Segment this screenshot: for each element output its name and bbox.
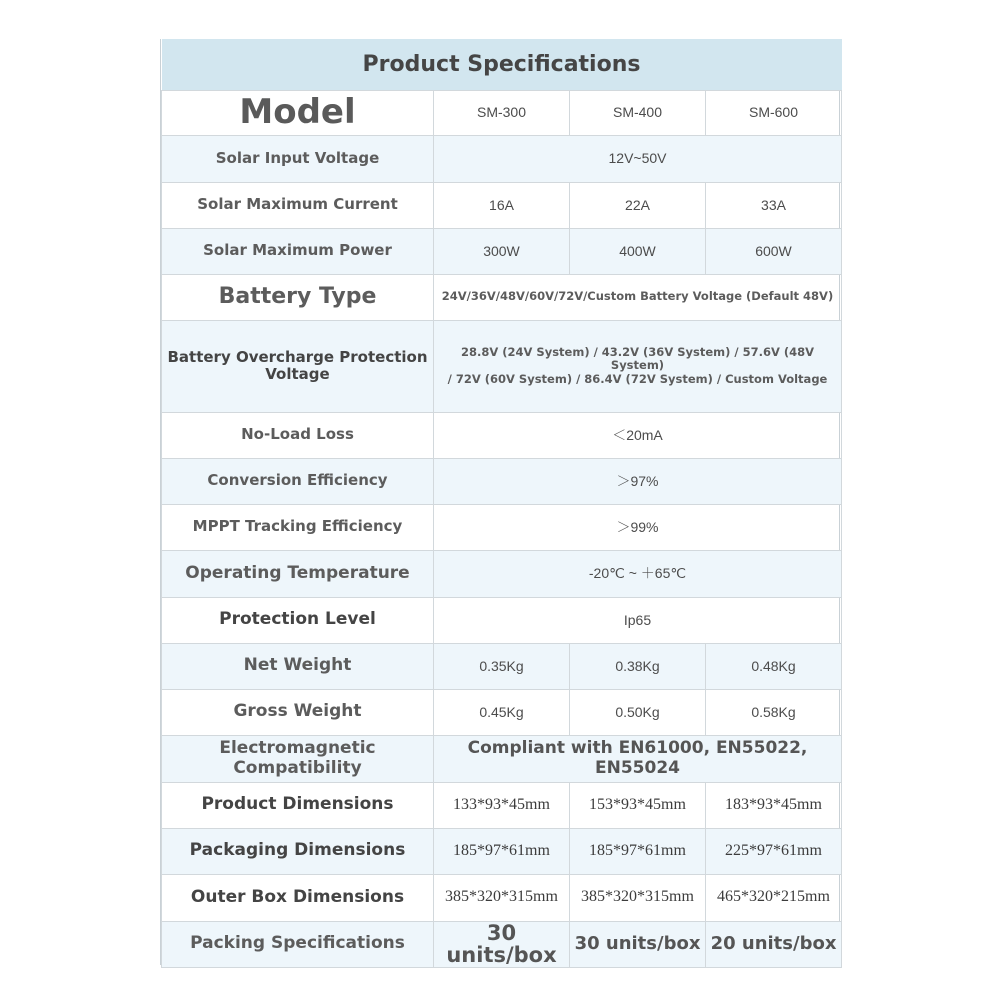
model-value-1: SM-300 <box>434 90 570 135</box>
row-battery-type <box>162 274 842 320</box>
packaging-dimensions-value-1: 185*97*61mm <box>434 828 570 874</box>
row-packing-specifications <box>162 921 842 967</box>
row-mppt-efficiency <box>162 504 842 550</box>
outer-box-dimensions-value-3: 465*320*215mm <box>706 874 842 921</box>
gross-weight-value-1: 0.45Kg <box>434 689 570 735</box>
solar-max-power-value-3: 600W <box>706 228 842 274</box>
packing-specifications-value-1 <box>434 921 570 967</box>
model-label: Model <box>162 90 434 135</box>
product-dimensions-value-1: 133*93*45mm <box>434 782 570 828</box>
row-gross-weight <box>162 689 842 735</box>
row-emc <box>162 735 842 782</box>
net-weight-label: Net Weight <box>162 643 434 689</box>
emc-label <box>162 735 434 782</box>
net-weight-value-2: 0.38Kg <box>570 643 706 689</box>
table-title: Product Specifications <box>162 39 842 90</box>
protection-level-label: Protection Level <box>162 597 434 643</box>
conversion-efficiency-label: Conversion Efficiency <box>162 458 434 504</box>
battery-type-label: Battery Type <box>162 274 434 320</box>
packaging-dimensions-value-2: 185*97*61mm <box>570 828 706 874</box>
packing-specifications-value-1-line1: 30 <box>486 921 517 945</box>
product-dimensions-value-3: 183*93*45mm <box>706 782 842 828</box>
packaging-dimensions-label: Packaging Dimensions <box>162 828 434 874</box>
solar-max-current-label: Solar Maximum Current <box>162 182 434 228</box>
battery-overcharge-value-line1: 28.8V (24V System) / 43.2V (36V System) / 57.6V (48V System) <box>460 345 815 373</box>
gross-weight-value-2: 0.50Kg <box>570 689 706 735</box>
product-specifications-table <box>160 39 840 965</box>
emc-label-line2: Compatibility <box>233 757 362 778</box>
no-load-loss-value: ＜20mA <box>434 412 842 458</box>
title-row <box>162 39 842 90</box>
row-product-dimensions <box>162 782 842 828</box>
protection-level-value: Ip65 <box>434 597 842 643</box>
outer-box-dimensions-value-1: 385*320*315mm <box>434 874 570 921</box>
packing-specifications-value-3: 20 units/box <box>706 921 842 967</box>
packaging-dimensions-value-3: 225*97*61mm <box>706 828 842 874</box>
solar-max-current-value-2: 22A <box>570 182 706 228</box>
battery-overcharge-value-line2: / 72V (60V System) / 86.4V (72V System) / Custom Voltage <box>447 371 828 386</box>
product-dimensions-label: Product Dimensions <box>162 782 434 828</box>
packing-specifications-value-2: 30 units/box <box>570 921 706 967</box>
solar-input-voltage-value: 12V~50V <box>434 135 842 182</box>
outer-box-dimensions-value-2: 385*320*315mm <box>570 874 706 921</box>
solar-max-power-value-2: 400W <box>570 228 706 274</box>
row-battery-overcharge <box>162 320 842 412</box>
packing-specifications-value-1-line2: units/box <box>446 943 557 967</box>
operating-temperature-value: -20℃ ~ ＋65℃ <box>434 550 842 597</box>
gross-weight-label: Gross Weight <box>162 689 434 735</box>
mppt-efficiency-label: MPPT Tracking Efficiency <box>162 504 434 550</box>
row-protection-level <box>162 597 842 643</box>
battery-overcharge-label-line1: Battery Overcharge Protection <box>167 347 428 366</box>
mppt-efficiency-value: ＞99% <box>434 504 842 550</box>
row-packaging-dimensions <box>162 828 842 874</box>
emc-value: Compliant with EN61000, EN55022, EN55024 <box>434 735 842 782</box>
row-operating-temperature <box>162 550 842 597</box>
packing-specifications-label: Packing Specifications <box>162 921 434 967</box>
spec-table <box>161 39 842 968</box>
row-net-weight <box>162 643 842 689</box>
battery-type-value: 24V/36V/48V/60V/72V/Custom Battery Voltage (Default 48V) <box>434 274 842 320</box>
row-outer-box-dimensions <box>162 874 842 921</box>
row-solar-max-power <box>162 228 842 274</box>
product-dimensions-value-2: 153*93*45mm <box>570 782 706 828</box>
row-model <box>162 90 842 135</box>
row-conversion-efficiency <box>162 458 842 504</box>
model-value-3: SM-600 <box>706 90 842 135</box>
solar-max-power-value-1: 300W <box>434 228 570 274</box>
solar-input-voltage-label: Solar Input Voltage <box>162 135 434 182</box>
solar-max-power-label: Solar Maximum Power <box>162 228 434 274</box>
outer-box-dimensions-label: Outer Box Dimensions <box>162 874 434 921</box>
model-value-2: SM-400 <box>570 90 706 135</box>
conversion-efficiency-value: ＞97% <box>434 458 842 504</box>
battery-overcharge-value <box>434 320 842 412</box>
net-weight-value-1: 0.35Kg <box>434 643 570 689</box>
solar-max-current-value-3: 33A <box>706 182 842 228</box>
emc-label-line1: Electromagnetic <box>219 737 376 758</box>
battery-overcharge-label <box>162 320 434 412</box>
net-weight-value-3: 0.48Kg <box>706 643 842 689</box>
row-solar-input-voltage <box>162 135 842 182</box>
solar-max-current-value-1: 16A <box>434 182 570 228</box>
row-no-load-loss <box>162 412 842 458</box>
row-solar-max-current <box>162 182 842 228</box>
gross-weight-value-3: 0.58Kg <box>706 689 842 735</box>
operating-temperature-label: Operating Temperature <box>162 550 434 597</box>
battery-overcharge-label-line2: Voltage <box>265 365 330 383</box>
no-load-loss-label: No-Load Loss <box>162 412 434 458</box>
